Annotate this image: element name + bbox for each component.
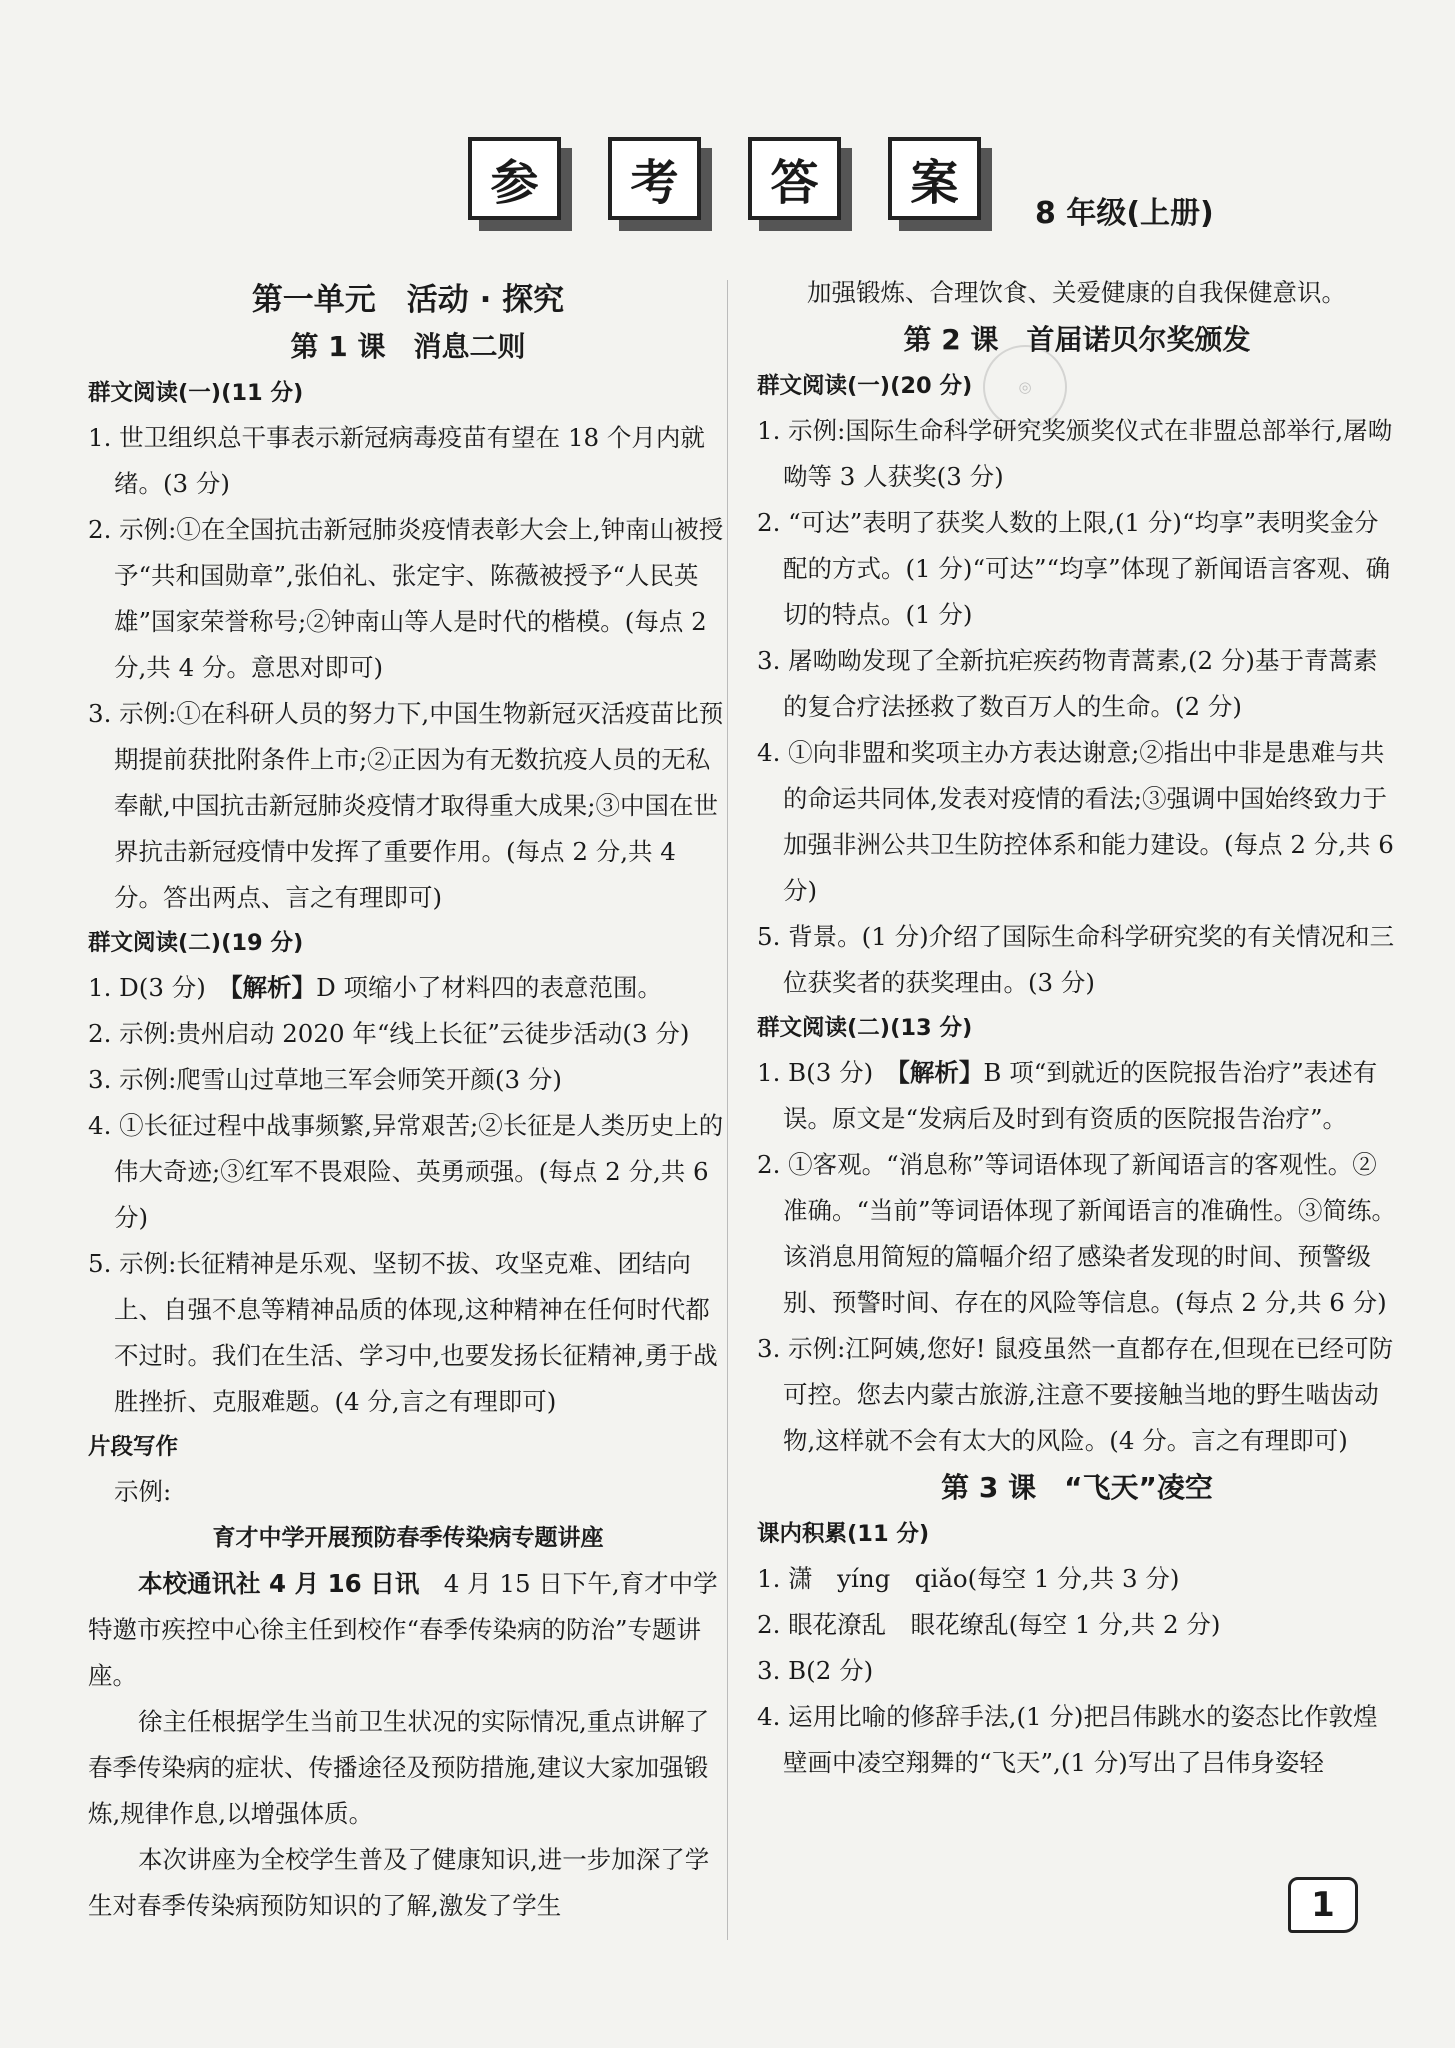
answer-item: 2. “可达”表明了获奖人数的上限,(1 分)“均享”表明奖金分配的方式。(1 分)“可达”“均享”体现了新闻语言客观、确切的特点。(1 分): [757, 508, 1391, 629]
news-paragraph: 徐主任根据学生当前卫生状况的实际情况,重点讲解了春季传染病的症状、传播途径及预防措施,建议大家加强锻炼,规律作息,以增强体质。: [88, 1707, 710, 1828]
example-label: 示例:: [114, 1477, 172, 1506]
answer-text: D 项缩小了材料四的表意范围。: [316, 973, 662, 1002]
answer-item: 5. 示例:长征精神是乐观、坚韧不拔、攻坚克难、团结向上、自强不息等精神品质的体现,这种精神在任何时代都不过时。我们在生活、学习中,也要发扬长征精神,勇于战胜挫折、克服难题。(4 分,言之有理即可): [88, 1249, 718, 1416]
news-paragraph: 本次讲座为全校学生普及了健康知识,进一步加深了学生对春季传染病预防知识的了解,激发了学生: [88, 1845, 710, 1920]
analysis-tag: 【解析】: [897, 1058, 984, 1087]
lesson-1-heading: 第 1 课 消息二则: [290, 330, 526, 363]
answer-item: [88, 965, 728, 1011]
news-text: 4 月 15 日下午,育才中学特邀市疾控中心徐主任到校作“春季传染病的防治”专题讲座。: [88, 1569, 718, 1690]
section-heading: 群文阅读(二)(13 分): [757, 1015, 973, 1041]
page-number: 1: [1288, 1877, 1358, 1933]
answer-item: 4. ①长征过程中战事频繁,异常艰苦;②长征是人类历史上的伟大奇迹;③红军不畏艰险、英勇顽强。(每点 2 分,共 6 分): [88, 1111, 724, 1232]
answer-item: 3. B(2 分): [757, 1656, 874, 1685]
answer-item: 1. 世卫组织总干事表示新冠病毒疫苗有望在 18 个月内就绪。(3 分): [88, 423, 705, 498]
answer-item: 1. 潇 yíng qiǎo(每空 1 分,共 3 分): [757, 1564, 1180, 1593]
answer-item: 2. ①客观。“消息称”等词语体现了新闻语言的客观性。②准确。“当前”等词语体现了新闻语言的准确性。③简练。该消息用简短的篇幅介绍了感染者发现的时间、预警级别、预警时间、存在的风险等信息。(每点 2 分,共 6 分): [757, 1150, 1397, 1317]
answer-text: B 项“到就近的医院报告治疗”表述有误。原文是“发病后及时到有资质的医院报告治疗”。: [783, 1058, 1378, 1133]
title-char-2: 考: [608, 137, 701, 220]
answer-item: 3. 示例:①在科研人员的努力下,中国生物新冠灭活疫苗比预期提前获批附条件上市;②正因为有无数抗疫人员的无私奉献,中国抗击新冠肺炎疫情才取得重大成果;③中国在世界抗击新冠疫情中发挥了重要作用。(每点 2 分,共 4 分。答出两点、言之有理即可): [88, 699, 724, 912]
title-char-4: 案: [888, 137, 981, 220]
watermark-stamp: ◎: [983, 345, 1067, 429]
news-paragraph: [88, 1561, 728, 1699]
answer-text: 1. D(3 分): [88, 973, 231, 1002]
answer-item: 2. 示例:①在全国抗击新冠肺炎疫情表彰大会上,钟南山被授予“共和国勋章”,张伯礼、张定宇、陈薇被授予“人民英雄”国家荣誉称号;②钟南山等人是时代的楷模。(每点 2 分,共 4 分。意思对即可): [88, 515, 724, 682]
section-heading: 群文阅读(二)(19 分): [88, 930, 304, 956]
answer-item: 4. ①向非盟和奖项主办方表达谢意;②指出中非是患难与共的命运共同体,发表对疫情的看法;③强调中国始终致力于加强非洲公共卫生防控体系和能力建设。(每点 2 分,共 6 分): [757, 738, 1402, 905]
news-title: 育才中学开展预防春季传染病专题讲座: [212, 1525, 604, 1551]
analysis-tag: 【解析】: [230, 973, 317, 1002]
unit-heading: 第一单元 活动 · 探究: [251, 282, 565, 318]
answer-item: 3. 示例:爬雪山过草地三军会师笑开颜(3 分): [88, 1065, 562, 1094]
left-column: [88, 275, 728, 1929]
title-char-3: 答: [748, 137, 841, 220]
right-column: [757, 270, 1402, 1786]
answer-item: 2. 眼花潦乱 眼花缭乱(每空 1 分,共 2 分): [757, 1610, 1221, 1639]
answer-item: 4. 运用比喻的修辞手法,(1 分)把吕伟跳水的姿态比作敦煌壁画中凌空翔舞的“飞天”,(1 分)写出了吕伟身姿轻: [757, 1702, 1378, 1777]
continued-text: 加强锻炼、合理饮食、关爱健康的自我保健意识。: [807, 278, 1346, 307]
answer-text: 1. B(3 分): [757, 1058, 898, 1087]
section-heading: 片段写作: [88, 1434, 179, 1460]
answer-item: 3. 示例:江阿姨,您好! 鼠疫虽然一直都存在,但现在已经可防可控。您去内蒙古旅游,注意不要接触当地的野生啮齿动物,这样就不会有太大的风险。(4 分。言之有理即可): [757, 1334, 1394, 1455]
answer-item: 3. 屠呦呦发现了全新抗疟疾药物青蒿素,(2 分)基于青蒿素的复合疗法拯救了数百万人的生命。(2 分): [757, 646, 1378, 721]
answer-item: 2. 示例:贵州启动 2020 年“线上长征”云徒步活动(3 分): [88, 1019, 690, 1048]
section-heading: 群文阅读(一)(20 分): [757, 373, 973, 399]
answer-item: [757, 1050, 1397, 1142]
grade-label: 8 年级(上册): [1035, 196, 1214, 231]
answer-item: 5. 背景。(1 分)介绍了国际生命科学研究奖的有关情况和三位获奖者的获奖理由。(3 分): [757, 922, 1395, 997]
title-char-1: 参: [468, 137, 561, 220]
lesson-3-heading: 第 3 课 “飞天”凌空: [941, 1471, 1213, 1504]
answer-item: 1. 示例:国际生命科学研究奖颁奖仪式在非盟总部举行,屠呦呦等 3 人获奖(3 分): [757, 416, 1393, 491]
section-heading: 群文阅读(一)(11 分): [88, 380, 304, 406]
section-heading: 课内积累(11 分): [757, 1521, 930, 1547]
lesson-2-heading: 第 2 课 首届诺贝尔奖颁发: [903, 323, 1251, 356]
news-lead: 本校通讯社 4 月 16 日讯: [138, 1569, 420, 1598]
